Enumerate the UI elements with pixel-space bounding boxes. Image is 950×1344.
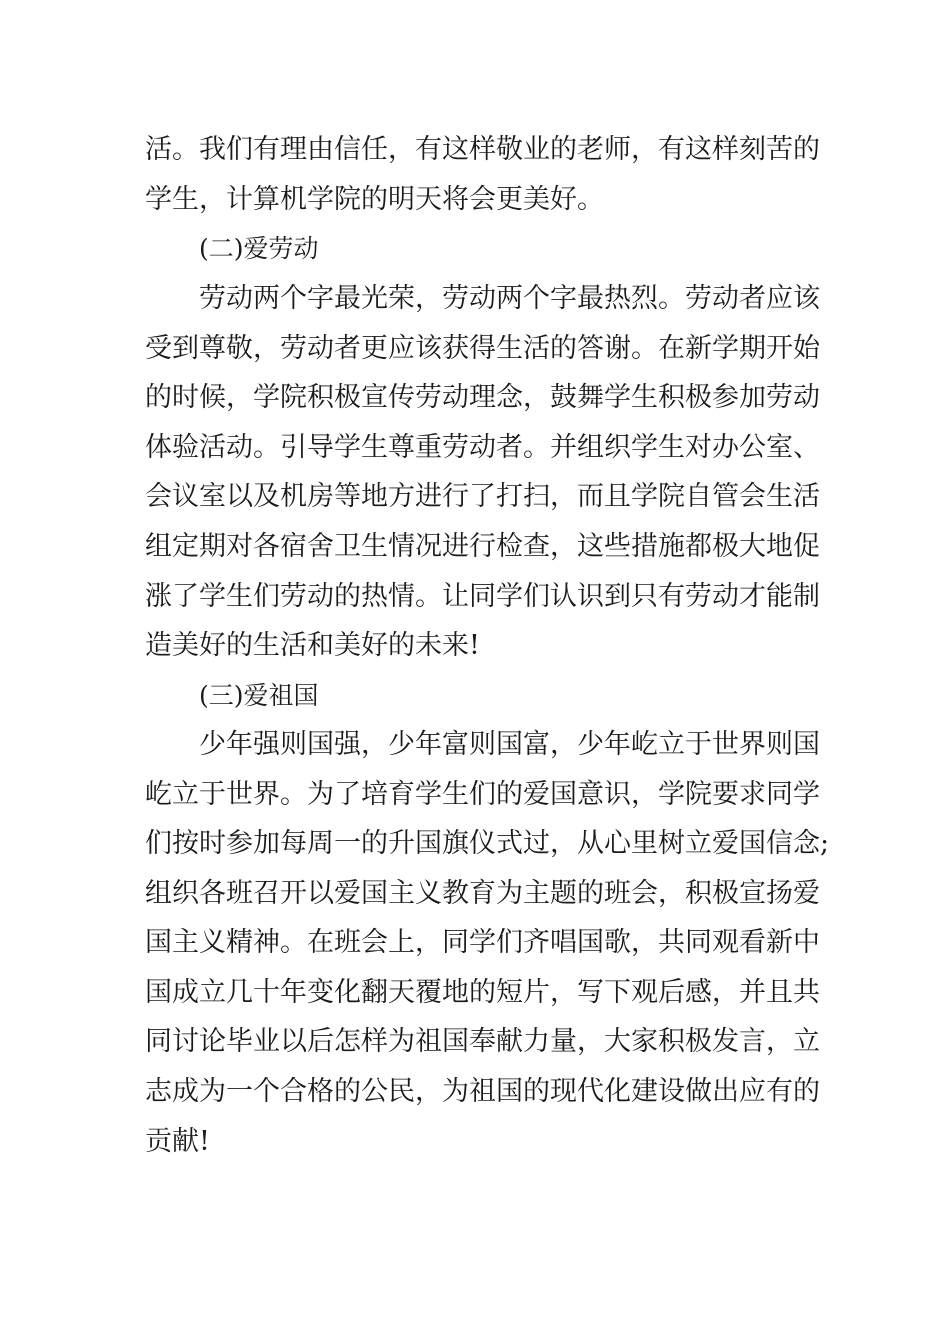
paragraph-line: 国成立几十年变化翻天覆地的短片，写下观后感，并且共	[145, 977, 820, 1008]
paragraph-line: 们按时参加每周一的升国旗仪式过，从心里树立爱国信念;	[145, 828, 830, 859]
paragraph-line: 劳动两个字最光荣，劳动两个字最热烈。劳动者应该	[199, 283, 820, 314]
paragraph-line: 受到尊敬，劳动者更应该获得生活的答谢。在新学期开始	[145, 333, 820, 364]
paragraph-line: 的时候，学院积极宣传劳动理念，鼓舞学生积极参加劳动	[145, 382, 820, 413]
paragraph-line: 组定期对各宿舍卫生情况进行检查，这些措施都极大地促	[145, 531, 820, 562]
section-heading: (二)爱劳动	[199, 234, 319, 263]
paragraph-line: 体验活动。引导学生尊重劳动者。并组织学生对办公室、	[145, 432, 820, 463]
paragraph-line: 组织各班召开以爱国主义教育为主题的班会，积极宣扬爱	[145, 878, 820, 909]
paragraph-line: 涨了学生们劳动的热情。让同学们认识到只有劳动才能制	[145, 581, 820, 612]
paragraph-line: 活。我们有理由信任，有这样敬业的老师，有这样刻苦的	[145, 134, 820, 165]
paragraph-line: 国主义精神。在班会上，同学们齐唱国歌，共同观看新中	[145, 927, 820, 958]
paragraph-line: 贡献!	[145, 1126, 210, 1157]
paragraph-line: 志成为一个合格的公民，为祖国的现代化建设做出应有的	[145, 1076, 820, 1107]
paragraph-line: 造美好的生活和美好的未来!	[145, 630, 480, 661]
paragraph-line: 屹立于世界。为了培育学生们的爱国意识，学院要求同学	[145, 779, 820, 810]
paragraph-line: 会议室以及机房等地方进行了打扫，而且学院自管会生活	[145, 481, 820, 512]
paragraph-line: 同讨论毕业以后怎样为祖国奉献力量，大家积极发言，立	[145, 1026, 820, 1057]
paragraph-line: 学生，计算机学院的明天将会更美好。	[145, 184, 604, 215]
paragraph-line: 少年强则国强，少年富则国富，少年屹立于世界则国	[199, 729, 820, 760]
section-heading: (三)爱祖国	[199, 681, 319, 710]
